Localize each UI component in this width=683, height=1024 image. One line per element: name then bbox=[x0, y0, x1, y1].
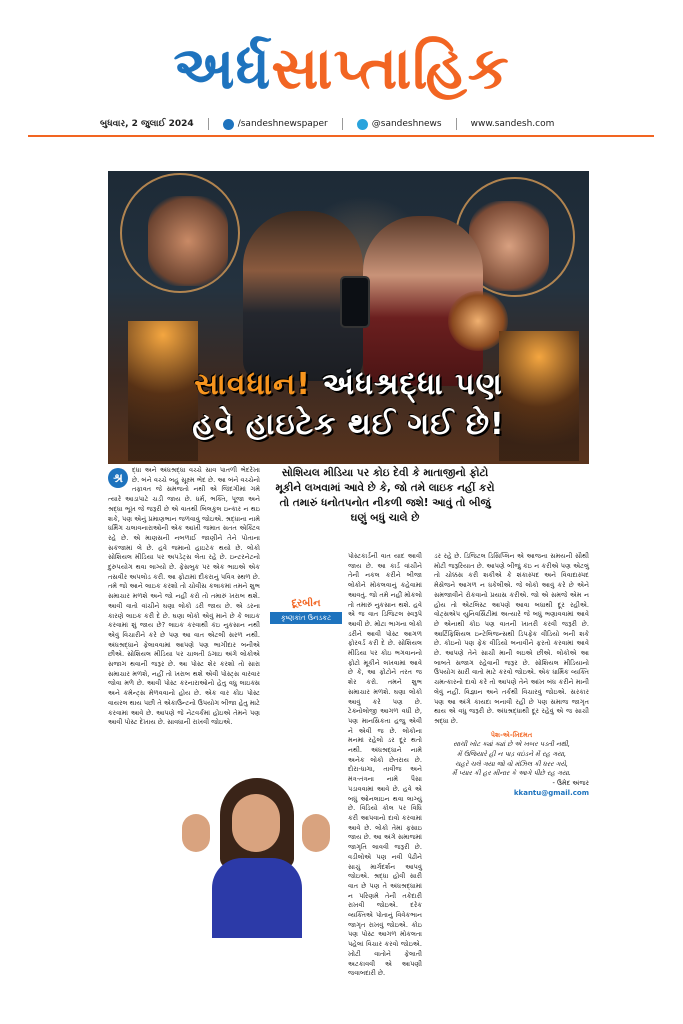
pull-quote: સોશિયલ મીડિયા પર કોઇ દેવી કે માતાજીનો ફોટો મૂકીને લખવામાં આવે છે કે, જો તમે લાઇક નહીં કરો તો તમારું ધનોતપનોત નીકળી જશે! આવું તો બીજું ઘણું બધું ચાલે છે bbox=[275, 467, 495, 524]
column-name: દૂરબીન bbox=[270, 596, 342, 612]
masthead bbox=[0, 28, 683, 148]
twitter-link[interactable] bbox=[357, 119, 442, 130]
excited-woman-photo bbox=[168, 778, 344, 938]
crossed-fingers-left bbox=[182, 814, 210, 852]
headline bbox=[108, 365, 589, 445]
masthead-title bbox=[0, 28, 683, 108]
poem-box bbox=[434, 731, 589, 789]
headline-line2: હવે હાઇટેક થઈ ગઈ છે! bbox=[192, 407, 505, 442]
issue-date: બુધવાર, 2 જુલાઈ 2024 bbox=[100, 119, 194, 129]
woman-top bbox=[212, 858, 302, 938]
masthead-title-part1: અર્ધ bbox=[173, 34, 272, 102]
headline-highlight: સાવધાન! bbox=[194, 367, 311, 402]
smartphone-icon bbox=[340, 276, 370, 328]
masthead-rule bbox=[28, 135, 654, 137]
divider bbox=[456, 118, 457, 130]
raised-hand-left bbox=[148, 196, 228, 286]
column-3-text: ડર રહે છે. ડિજિટલ ડિસિપ્લિન એ આજના સમયની સૌથી મોટી જરૂરિયાત છે. આપણે બીજું કંઇ ન કરીએ પણ એટલું તો ચોક્કસ કરી શકીએ કે શંકાસ્પદ અને વિવાદાસ્પદ મેસેજને આગળ ન ધકેલીએ. જે લોકો આવું કરે છે એને સમજાવીને રોકવાનો પ્રયાસ કરીએ. જો એ સમજે એમ ન હોય તો એટલિસ્ટ આપણે આવા બધાથી દૂર રહીએ. વોટ્સએપ યુનિવર્સિટીમાં અત્યારે જે બધું ભણાવવામાં આવે છે એનાથી કોઇ પણ વાતની ખાતરી કરવી જરૂરી છે. આર્ટિફિશિયલ ઇન્ટેલિજન્સથી ડિપફેક વીડિયો બની શકે છે. કોઇનો પણ ફેક વીડિયો બનાવીને ફરતો કરવામાં આવે છે. આપણે તેને સાચી માની લઇએ છીએ. લોકોએ આ બાબતે સજાગ રહેવાની જરૂર છે. સોશિયલ મીડિયાનો ઉપયોગ સારી વાતો માટે કરવો જોઇએ. એક ધાર્મિક વ્યક્તિ ચમત્કારનો દાવો કરે તો આપણે તેને આંખ બંધ કરીને માની લેવું નહીં. વિજ્ઞાન અને તર્કથી વિચારવું જોઇએ. સરકાર પણ આ અંગે કાયદા બનાવી રહી છે પણ સમાજ જાગૃત થાય એ વધુ જરૂરી છે. અંધશ્રદ્ધાથી દૂર રહેવું એ જ સાચી શ્રદ્ધા છે. bbox=[434, 552, 589, 725]
poem-title: પેશ-એ-ખિદમત bbox=[490, 730, 533, 739]
author-name: કૃષ્ણકાંત ઉનડકટ bbox=[270, 612, 342, 624]
article-column-3 bbox=[434, 466, 589, 938]
headline-line1 bbox=[108, 365, 589, 405]
woman-face bbox=[232, 794, 280, 852]
twitter-handle: @sandeshnews bbox=[371, 119, 442, 129]
facebook-link[interactable] bbox=[223, 119, 328, 130]
divider bbox=[342, 118, 343, 130]
poem-line: સાચી ખોટ ક્યાં ક્યાં છે એ ખબર પડતી નથી, bbox=[453, 740, 570, 749]
masthead-title-part2: સાપ્તાહિક bbox=[271, 34, 510, 102]
headline-line1-rest: અંધશ્રદ્ધા પણ bbox=[310, 367, 503, 402]
poem-author: - ઉમેદ અંજર bbox=[552, 779, 589, 788]
masthead-info-bar bbox=[100, 115, 660, 133]
poem-line: મેં ઉજિયારે હી ન પાડ઼ વઇંડને મેં રહ ગયા, bbox=[456, 750, 567, 759]
column-2-text: પોસ્ટકાર્ડની વાત યાદ આવી જાય છે. આ કાર્ડ વાંચીને તેની નકલ કરીને બીજા લોકોને મોકલવાનું કહેવામાં આવતું. જો તમે નહીં મોકલો તો તમારું નુકસાન થશે. હવે એ જ વાત ડિજિટલ સ્વરૂપે આવી છે. મોટા ભાગના લોકો ડરીને આવી પોસ્ટ આગળ ફોરવર્ડ કરી દે છે. સોશિયલ મીડિયા પર કોઇ ભગવાનનો ફોટો મૂકીને લખવામાં આવે છે કે, આ ફોટોને તરત જ શેર કરો. તમને શુભ સમાચાર મળશે. ઘણા લોકો આવું કરે પણ છે. ટેક્નોલોજી આગળ વધી છે, પણ માનસિકતા હજુ એવી ને એવી જ છે. લોકોના મનમાં રહેલો ડર દૂર થતો નથી. અંધશ્રદ્ધાને નામે અનેક લોકો છેતરાય છે. દોરા-ધાગા, તાવીજ અને મંત્ર-તંત્રના નામે પૈસા પડાવવામાં આવે છે. હવે એ બધું ઓનલાઇન થવા લાગ્યું છે. વિડિયો કોલ પર વિધિ કરી આપવાનો દાવો કરવામાં આવે છે. લોકો તેમાં ફસાઇ જાય છે. આ અંગે સમાજમાં જાગૃતિ લાવવી જરૂરી છે. વડીલોએ પણ નવી પેઢીને સાચું માર્ગદર્શન આપવું જોઇએ. શ્રદ્ધા હોવી સારી વાત છે પણ તે અંધશ્રદ્ધામાં ન પરિણમે તેની તકેદારી રાખવી જોઇએ. દરેક વ્યક્તિએ પોતાનું વિવેકભાન જાગૃત રાખવું જોઇએ. કોઇ પણ પોસ્ટ આગળ મોકલતા પહેલાં વિચાર કરવો જોઇએ. ખોટી વાતોને ફેલાતી અટકાવવી એ આપણી જવાબદારી છે. bbox=[348, 552, 422, 978]
facebook-icon bbox=[223, 119, 234, 130]
column-1-text: દ્ધા અને અંધશ્રદ્ધા વચ્ચે સાવ પાતળી ભેદરેખા છે. બંને વચ્ચે બહુ સૂક્ષ્મ ભેદ છે. આ બંને વચ્ચેનો તફાવત જે સમજતો નથી એ જિંદગીમાં ગમે ત્યારે આડાપાટે ચડી જાય છે. ધર્મ, ભક્તિ, પૂજા અને શ્રદ્ધા ભૂખ જે જરૂરી છે એ વાતથી બિલકુલ ઇન્કાર ન થઇ શકે, પણ એનું પ્રમાણભાન જળવાવું જોઇએ. શ્રદ્ધાના નામે ધર્મિંગ ચલાવનારાઓની એક આખી જમાત સતત એક્ટિવ રહે છે. એ માણસની નબળાઈ જાણીને તેને પોતાના સકંજામાં લે છે. હવે જમાનો હાઇટેક થયો છે. લોકો સોશિયલ મીડિયા પર અપડેટ્સ લેતા રહે છે. ઇન્ટરનેટનો દુરુપયોગ થવા લાગ્યો છે. ફેસબુક પર એક ભાઇએ એક તસવીર અપલોડ કરી. આ ફોટામાં દીકરાનું પવિત્ર સ્થળ છે. તમે જો આને લાઇક કરશો તો ચોવીસ કલાકમાં તમને શુભ સમાચાર મળશે અને જો નહીં કરો તો તમારું ખરાબ થશે. આવી વાતો વાંચીને ઘણા લોકો ડરી જાય છે. એ ડરના કારણે લાઇક કરી દે છે. ઘણા લોકો એવું માને છે કે લાઇક કરવામાં શું જાય છે? લાઇક કરવાથી કંઇ નુકસાન નથી એવું વિચારીને કરે છે પણ આ વાત એટલી સરળ નથી. અંધશ્રદ્ધાને ફેલાવવામાં આપણે પણ ભાગીદાર બનીએ છીએ. સોશિયલ મીડિયા પર ચાલતી ઠગાઇ અંગે લોકોએ સજાગ થવાની જરૂર છે. આ પોસ્ટ શેર કરશો તો સારા સમાચાર મળશે, નહીં તો ખરાબ થશે એવી પોસ્ટ્સ વારંવાર જોવા મળે છે. આવી પોસ્ટ કરનારાઓનો હેતુ વધુ લાઇક્સ અને કમેન્ટ્સ મેળવવાનો હોય છે. એક વાર કોઇ પોસ્ટ વાયરલ થાય પછી તે એકાઉન્ટનો ઉપયોગ બીજા હેતુ માટે કરવામાં આવે છે. આપણે જે નેટવર્કમાં હોઇએ તેમને પણ આવી પોસ્ટ દેખાય છે. સાવધાની રાખવી જોઇએ. bbox=[108, 466, 260, 727]
poem-line: ચહરે ચલે ગયા જો વો મંઝિલ કી ધરર ગયે, bbox=[455, 759, 568, 768]
author-email[interactable]: kkantu@gmail.com bbox=[513, 788, 589, 797]
article-body bbox=[108, 466, 589, 978]
twitter-icon bbox=[357, 119, 368, 130]
divider bbox=[208, 118, 209, 130]
facebook-handle: /sandeshnewspaper bbox=[237, 119, 328, 129]
crossed-fingers-right bbox=[302, 814, 330, 852]
poem-line: મૈં પ્યાર કી હર મીનાર કે આગે પીછે રહ ગયા. bbox=[452, 769, 571, 778]
website-link[interactable]: www.sandesh.com bbox=[470, 119, 555, 129]
drop-cap: શ્ર bbox=[108, 468, 128, 488]
